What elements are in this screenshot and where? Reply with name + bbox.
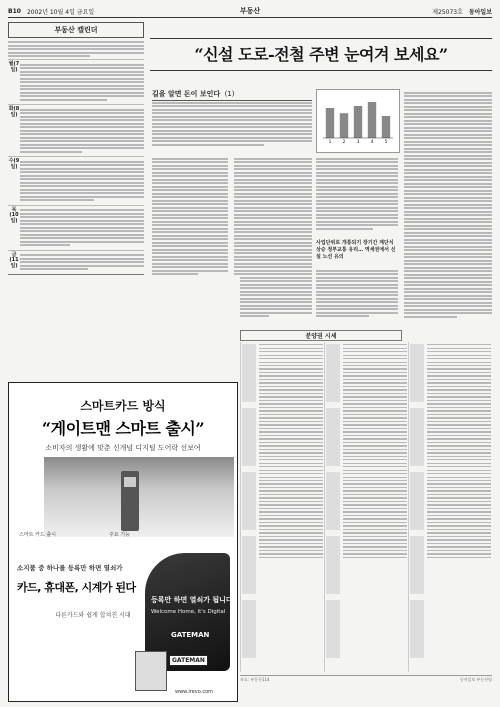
article-body-col3	[316, 156, 398, 231]
price-table-row	[259, 483, 323, 484]
chart-bar	[354, 106, 362, 138]
chart-x-tick: 1	[328, 139, 332, 144]
price-table-row	[259, 553, 323, 554]
price-table-row	[427, 546, 491, 547]
price-table-row	[427, 379, 491, 380]
price-table-row	[259, 497, 323, 498]
price-table-row	[343, 477, 407, 478]
price-table-row	[427, 424, 491, 425]
price-table-column	[408, 342, 493, 672]
price-table-row	[259, 414, 323, 415]
table-source: 자료: 부동산114	[240, 677, 270, 682]
price-table-row	[343, 490, 407, 491]
price-table-row	[343, 365, 407, 366]
calendar-day-row	[8, 59, 144, 104]
price-table-row	[427, 365, 491, 366]
price-table-row	[343, 452, 407, 453]
price-table-row	[259, 396, 323, 397]
page-date: 2002년 10월 4일 금요일	[26, 8, 95, 16]
price-table-title: 분양권 시세	[240, 330, 402, 341]
price-table-row	[343, 344, 407, 345]
price-table-row	[343, 487, 407, 488]
price-table-row	[343, 553, 407, 554]
price-table-row	[427, 386, 491, 387]
chart-x-tick: 5	[384, 139, 388, 144]
calendar-day-row	[8, 205, 144, 250]
price-table-row	[259, 375, 323, 376]
column-number: (1)	[224, 90, 235, 98]
price-table	[240, 342, 492, 672]
price-table-row	[259, 344, 323, 345]
district-label	[410, 536, 424, 594]
price-table-row	[259, 557, 323, 558]
price-table-row	[343, 466, 407, 467]
section-name: 부동산	[239, 7, 261, 15]
price-table-row	[427, 449, 491, 450]
price-table-column	[240, 342, 325, 672]
chart-bar	[382, 116, 390, 138]
chart-x-tick: 3	[356, 139, 360, 144]
price-table-row	[427, 414, 491, 415]
price-table-row	[259, 431, 323, 432]
issue-number: 제25073호	[432, 8, 463, 16]
price-table-row	[259, 438, 323, 439]
district-label	[242, 344, 256, 402]
price-table-row	[427, 389, 491, 390]
price-table-row	[343, 351, 407, 352]
price-table-row	[259, 477, 323, 478]
price-table-row	[259, 372, 323, 373]
price-table-row	[343, 372, 407, 373]
price-table-row	[259, 463, 323, 464]
gateman-advertisement	[8, 382, 238, 702]
price-table-row	[259, 410, 323, 411]
price-table-row	[343, 473, 407, 474]
price-table-row	[427, 550, 491, 551]
price-table-row	[427, 463, 491, 464]
district-label	[242, 408, 256, 466]
chart-x-tick: 2	[342, 139, 346, 144]
ad-line1: 스마트카드 방식	[80, 399, 166, 413]
price-table-row	[427, 400, 491, 401]
price-table-footer	[240, 675, 492, 683]
price-table-row	[259, 362, 323, 363]
price-table-row	[343, 442, 407, 443]
district-label	[410, 344, 424, 402]
chart-bar	[368, 102, 376, 138]
district-label	[326, 536, 340, 594]
price-table-row	[343, 414, 407, 415]
price-table-row	[259, 470, 323, 471]
article-body-col4	[316, 268, 398, 319]
price-table-row	[343, 421, 407, 422]
price-table-row	[427, 515, 491, 516]
price-table-row	[259, 459, 323, 460]
price-table-row	[259, 536, 323, 537]
ad-line2: “게이트맨 스마트 출시”	[41, 419, 205, 438]
price-table-row	[427, 525, 491, 526]
price-table-row	[427, 508, 491, 509]
price-table-row	[259, 449, 323, 450]
price-table-row	[259, 452, 323, 453]
price-table-row	[427, 518, 491, 519]
price-table-row	[427, 532, 491, 533]
ad-line3: 소비자의 생활에 맞춘 신개념 디지털 도어락 선보여	[45, 444, 201, 452]
price-table-row	[343, 379, 407, 380]
district-label	[410, 472, 424, 530]
price-table-row	[259, 365, 323, 366]
price-table-row	[427, 368, 491, 369]
price-table-row	[259, 473, 323, 474]
column-title-text: 길을 알면 돈이 보인다	[152, 90, 221, 98]
district-label	[410, 600, 424, 658]
real-estate-calendar	[8, 22, 144, 379]
price-table-row	[427, 431, 491, 432]
price-table-row	[343, 355, 407, 356]
ad-mid-line2: 카드, 휴대폰, 시계가 된다	[17, 581, 136, 594]
headline-rule-bottom	[150, 70, 492, 71]
price-table-row	[427, 504, 491, 505]
price-table-row	[343, 543, 407, 544]
price-table-row	[343, 550, 407, 551]
price-table-row	[427, 557, 491, 558]
price-table-row	[343, 393, 407, 394]
article-body-col5	[240, 268, 312, 319]
ad-caption-mid: 주요 기능	[109, 532, 130, 538]
price-table-row	[427, 410, 491, 411]
price-table-row	[259, 456, 323, 457]
price-table-row	[259, 546, 323, 547]
price-table-row	[427, 477, 491, 478]
ad-small-text: 다른카드와 쉽게 합쳐진 시대	[55, 612, 131, 619]
price-table-row	[343, 386, 407, 387]
price-table-row	[427, 452, 491, 453]
price-table-row	[259, 358, 323, 359]
price-table-row	[343, 358, 407, 359]
ad-product-photo	[44, 457, 234, 537]
page-headline: “신설 도로-전철 주변 눈여겨 보세요”	[194, 45, 448, 64]
calendar-title: 부동산 캘린더	[8, 22, 144, 38]
price-table-row	[259, 518, 323, 519]
table-contact: 동아일보 부동산팀	[459, 677, 492, 682]
price-table-row	[343, 497, 407, 498]
keypad-icon	[135, 651, 167, 691]
price-table-row	[427, 438, 491, 439]
price-table-row	[259, 351, 323, 352]
price-table-row	[343, 459, 407, 460]
price-table-row	[259, 504, 323, 505]
price-table-row	[259, 487, 323, 488]
article-lead	[152, 100, 312, 147]
price-table-row	[343, 518, 407, 519]
price-table-row	[427, 382, 491, 383]
price-table-row	[427, 372, 491, 373]
price-table-row	[259, 532, 323, 533]
price-table-row	[259, 494, 323, 495]
price-table-row	[427, 539, 491, 540]
price-table-row	[343, 522, 407, 523]
headline-rule-top	[150, 38, 492, 39]
price-table-row	[259, 428, 323, 429]
price-table-row	[259, 382, 323, 383]
price-table-row	[259, 550, 323, 551]
price-table-row	[343, 382, 407, 383]
price-table-row	[259, 480, 323, 481]
price-table-row	[427, 501, 491, 502]
price-table-row	[427, 459, 491, 460]
price-table-row	[427, 466, 491, 467]
district-label	[242, 600, 256, 658]
price-table-row	[427, 456, 491, 457]
price-table-row	[259, 522, 323, 523]
price-table-row	[259, 525, 323, 526]
ad-brand-logo: GATEMAN	[171, 631, 210, 639]
price-table-row	[427, 417, 491, 418]
price-table-column	[324, 342, 409, 672]
price-table-row	[427, 362, 491, 363]
price-table-row	[343, 396, 407, 397]
price-table-row	[259, 393, 323, 394]
price-table-row	[343, 463, 407, 464]
price-table-row	[343, 375, 407, 376]
price-table-row	[259, 400, 323, 401]
price-table-row	[427, 494, 491, 495]
price-table-row	[427, 529, 491, 530]
price-table-row	[343, 400, 407, 401]
price-table-row	[343, 536, 407, 537]
price-table-row	[343, 449, 407, 450]
ad-caption-left: 스마트 카드 출시	[19, 532, 56, 538]
price-table-row	[427, 407, 491, 408]
price-table-row	[427, 358, 491, 359]
district-label	[326, 600, 340, 658]
price-table-row	[427, 355, 491, 356]
price-table-row	[259, 407, 323, 408]
ad-brand-badge: GATEMAN	[169, 655, 208, 666]
price-table-row	[343, 368, 407, 369]
price-table-row	[427, 421, 491, 422]
price-table-row	[427, 522, 491, 523]
chart-x-tick: 4	[370, 139, 374, 144]
price-table-row	[343, 557, 407, 558]
price-table-row	[343, 410, 407, 411]
chart-bar	[340, 113, 348, 138]
price-table-row	[343, 494, 407, 495]
calendar-day-label: 수(9일)	[8, 158, 20, 170]
price-table-row	[259, 490, 323, 491]
price-table-row	[259, 403, 323, 404]
price-table-row	[259, 421, 323, 422]
price-table-row	[259, 442, 323, 443]
district-label	[326, 344, 340, 402]
price-table-row	[343, 501, 407, 502]
chart-bar	[326, 108, 334, 138]
price-table-row	[427, 348, 491, 349]
price-table-row	[259, 355, 323, 356]
price-table-row	[343, 529, 407, 530]
ad-url: www.irevo.com	[175, 689, 214, 695]
article-subheadline: 사업단위로 개통되기 장기간 계단식 상승 정부교통 유리… 역세권에서 신설 노선 유의	[316, 240, 396, 260]
page-header	[8, 5, 492, 18]
calendar-day-label: 목(10일)	[9, 206, 19, 224]
price-table-row	[259, 379, 323, 380]
price-table-row	[343, 435, 407, 436]
price-table-row	[427, 553, 491, 554]
price-table-row	[427, 393, 491, 394]
price-table-row	[343, 428, 407, 429]
calendar-intro	[8, 41, 144, 57]
price-table-row	[427, 473, 491, 474]
price-table-row	[427, 445, 491, 446]
price-table-row	[427, 344, 491, 345]
district-label	[326, 408, 340, 466]
calendar-day-row	[8, 156, 144, 205]
district-label	[242, 472, 256, 530]
calendar-day-label: 화(8일)	[8, 106, 20, 118]
price-table-row	[343, 511, 407, 512]
price-table-row	[259, 424, 323, 425]
price-table-row	[259, 515, 323, 516]
price-table-row	[259, 435, 323, 436]
price-table-row	[343, 407, 407, 408]
price-table-row	[259, 348, 323, 349]
price-table-row	[427, 428, 491, 429]
price-table-row	[427, 396, 491, 397]
price-table-row	[427, 487, 491, 488]
chart-svg	[317, 92, 399, 144]
door-lock-device	[121, 471, 139, 531]
price-table-row	[427, 435, 491, 436]
price-table-row	[343, 348, 407, 349]
price-table-row	[343, 438, 407, 439]
price-table-row	[343, 470, 407, 471]
price-table-row	[427, 483, 491, 484]
price-table-row	[259, 368, 323, 369]
header-right	[432, 7, 492, 16]
ad-welcome-english: Welcome Home, it's Digital	[151, 609, 226, 615]
calendar-day-row	[8, 104, 144, 156]
price-table-row	[343, 525, 407, 526]
price-table-row	[259, 529, 323, 530]
article-body-col2	[234, 156, 312, 277]
price-table-row	[343, 546, 407, 547]
price-table-row	[427, 536, 491, 537]
district-label	[242, 536, 256, 594]
price-table-row	[259, 445, 323, 446]
price-table-row	[343, 515, 407, 516]
calendar-day-row	[8, 250, 144, 274]
price-table-row	[343, 431, 407, 432]
price-table-row	[259, 543, 323, 544]
paper-name: 동아일보	[468, 8, 492, 16]
price-table-row	[427, 375, 491, 376]
price-table-row	[427, 490, 491, 491]
price-table-row	[259, 466, 323, 467]
price-table-row	[259, 501, 323, 502]
price-table-row	[427, 497, 491, 498]
price-table-row	[343, 504, 407, 505]
price-table-row	[343, 508, 407, 509]
calendar-footer	[8, 274, 144, 281]
price-table-row	[343, 417, 407, 418]
district-label	[326, 472, 340, 530]
district-label	[410, 408, 424, 466]
price-table-row	[259, 417, 323, 418]
price-table-row	[343, 480, 407, 481]
price-table-row	[343, 362, 407, 363]
ad-mid-line1: 소지품 중 하나를 등록만 하면 열쇠가	[17, 564, 123, 572]
price-table-row	[343, 483, 407, 484]
price-table-row	[427, 511, 491, 512]
price-table-row	[259, 389, 323, 390]
price-table-row	[343, 403, 407, 404]
bar-chart	[316, 89, 400, 153]
price-table-row	[427, 351, 491, 352]
price-table-row	[343, 532, 407, 533]
price-table-row	[259, 386, 323, 387]
calendar-day-label: 금(11일)	[9, 251, 19, 269]
price-table-row	[427, 543, 491, 544]
price-table-row	[259, 539, 323, 540]
price-table-row	[343, 456, 407, 457]
article-right-column	[404, 90, 492, 319]
calendar-day-label: 월(7일)	[8, 61, 20, 73]
price-table-row	[427, 470, 491, 471]
ad-welcome-korean: 등록만 하면 열쇠가 됩니다.	[151, 596, 236, 604]
price-table-row	[343, 424, 407, 425]
price-table-row	[427, 480, 491, 481]
page-number: B10	[8, 7, 21, 15]
price-table-row	[427, 442, 491, 443]
article-body-col1	[152, 156, 228, 277]
price-table-row	[259, 511, 323, 512]
price-table-row	[343, 539, 407, 540]
price-table-row	[343, 389, 407, 390]
price-table-row	[259, 508, 323, 509]
price-table-row	[343, 445, 407, 446]
price-table-row	[427, 403, 491, 404]
